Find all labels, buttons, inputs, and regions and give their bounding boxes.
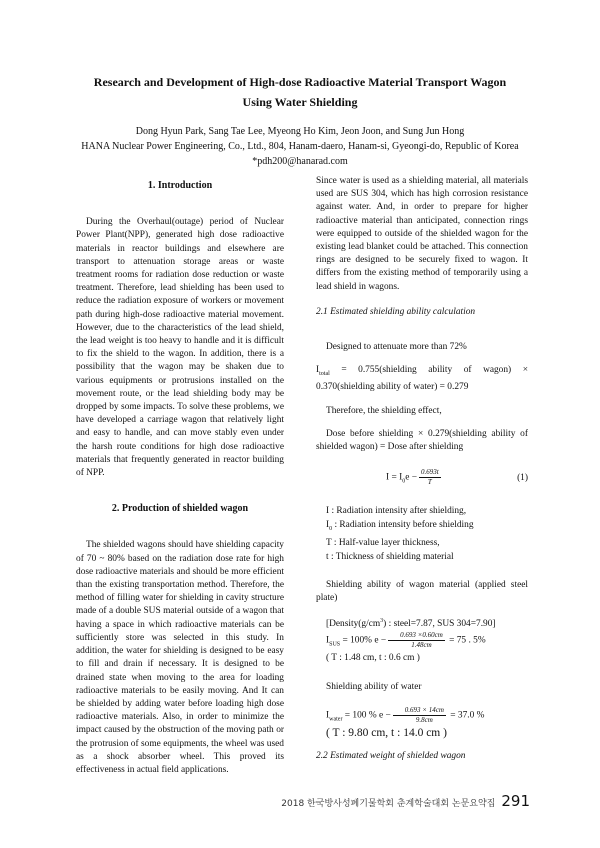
section-2-heading: 2. Production of shielded wagon (111, 503, 249, 515)
eq1-exp: e − (405, 472, 418, 483)
def-i0-text: : Radiation intensity before shielding (332, 520, 474, 531)
density-line (316, 615, 528, 631)
eq1-left: I = I (386, 472, 403, 483)
email: *pdh200@hanarad.com (252, 156, 348, 167)
def-i: I : Radiation intensity after shielding, (326, 505, 467, 516)
def-t: t : Thickness of shielding material (326, 552, 454, 563)
equation-1 (316, 468, 528, 489)
left-column (76, 175, 284, 777)
right-paragraph-1: Since water is used as a shielding material, all materials used are SUS 304, which has high corrosion resistance against water. And, in order to prepare for higher radioactive material than anticipated, connection rings were equipped to outside of the shielded wagon for the existing lead blanket could be attached. This connection rings are designed to be securely fixed to wagon. It differs from the existing method of temporarily using a lead shield in wagons. (316, 176, 528, 292)
authors: Dong Hyun Park, Sang Tae Lee, Myeong Ho Kim, Jeon Joon, and Sung Jun Hong (135, 126, 465, 137)
iwater-numerator: 0.693 × 14cm (393, 706, 446, 716)
eq1-denominator: T (427, 478, 432, 487)
isus-numerator: 0.693 ×0.60cm (388, 631, 445, 641)
itotal-equation (316, 364, 528, 394)
dose-text: Dose before shielding × 0.279(shielding ability of shielded wagon) = Dose after shielding (316, 428, 528, 452)
isus-result: = 75 . 5% (446, 635, 486, 646)
iwater-fraction (393, 706, 446, 725)
density-text-b: ) : steel=7.87, SUS 304=7.90] (383, 619, 496, 630)
page-footer (281, 792, 530, 810)
iwater-equation (316, 706, 528, 727)
therefore-text: Therefore, the shielding effect, (326, 405, 442, 416)
author-block (40, 124, 560, 169)
sus-calculation (316, 615, 528, 665)
eq1-subscript: 0 (402, 478, 406, 485)
itotal-symbol: I (316, 365, 320, 376)
def-i0-subscript: 0 (329, 525, 333, 532)
def-i0 (316, 519, 528, 536)
eq1-numerator: 0.693t (421, 468, 439, 477)
itotal-subscript: total (319, 371, 330, 378)
title-line-2: Using Water Shielding (242, 95, 358, 109)
section-1-body: During the Overhaul(outage) period of Nuclear Power Plant(NPP), generated high dose radioactive materials in reactor buildings and elsewhere are transport to attenuation storage areas or waste treatment rooms for radiation dose reduction or waste treatment. Therefore, lead shielding has been used to reduce the radiation exposure of workers or movement path during high-dose radioactive material movement. However, due to the characteristics of the lead shield, the lead weight is too heavy to handle and it is difficult to fix the shield to the wagon. In addition, there is a possibility that the wagon may be shaken due to various equipments or protrusions installed on the movement route, or the lead shielding body may be dropped by some impacts. To solve these problems, we have developed a carriage wagon that relatively light and easy to handle, and can move stably even under the harsh route conditions for high dose radioactive materials that frequently generated in reactor building of NPP. (76, 217, 284, 479)
title-line-1: Research and Development of High-dose Radioactive Material Transport Wagon (93, 75, 507, 89)
wagon-material-heading: Shielding ability of wagon material (applied steel plate) (316, 579, 528, 603)
equation-1-number: (1) (517, 472, 528, 483)
paper-title (60, 72, 540, 112)
section-2-body: The shielded wagons should have shielding capacity of 70 ~ 80% based on the radiation dose rate for high dose radioactive materials and should be more efficient than the existing transportation method. Therefore, the method of filling water for shielding in cavity structure made of a double SUS material outside of a wagon that having a space in which radioactive materials can be sufficiently store was selected in this study. In addition, the water for shielding is designed to be easy to fill and drain if necessary. It is designed to be drained state when moving to the area for loading radioactive materials to be easily moving. And It can be shielded by adding water before loading high dose radioactive materials. Also, in order to minimize the impact caused by the obstruction of the moving path or the protrusion of some equipments, the wheel was used as a shock absorber wheel. This proved its effectiveness in actual field applications. (76, 540, 284, 775)
iwater-subscript: water (329, 716, 343, 723)
affiliation: HANA Nuclear Power Engineering, Co., Ltd., 804, Hanam-daero, Hanam-si, Gyeongi-do, Republic of Korea (81, 141, 519, 152)
isus-denominator: 1.48cm (411, 641, 432, 650)
equation-1-expression (386, 468, 443, 489)
isus-equation (316, 631, 528, 652)
eq1-fraction (419, 468, 441, 487)
iwater-result: = 37.0 % (447, 711, 485, 722)
density-superscript: 3 (380, 617, 384, 624)
subsection-2-1-heading: 2.1 Estimated shielding ability calculation (316, 306, 476, 317)
iwater-symbol: I (326, 711, 330, 722)
subsection-2-2-heading: 2.2 Estimated weight of shielded wagon (316, 751, 466, 762)
itotal-expression: = 0.755(shielding ability of wagon) × 0.370(shielding ability of water) = 0.279 (316, 365, 528, 393)
footer-text: 2018 한국방사성폐기물학회 춘계학술대회 논문요약집 (281, 799, 496, 809)
water-calculation (316, 706, 528, 740)
def-i0-symbol: I (326, 520, 330, 531)
designed-text: Designed to attenuate more than 72% (326, 342, 467, 353)
iwater-expression-a: = 100 % e − (342, 711, 391, 722)
def-t-cap: T : Half-value layer thickness, (326, 538, 440, 549)
isus-expression-a: = 100% e − (340, 635, 387, 646)
variable-definitions (316, 505, 528, 565)
iwater-denominator: 9.8cm (415, 716, 433, 725)
water-heading: Shielding ability of water (326, 682, 422, 693)
section-1-heading: 1. Introduction (147, 180, 213, 191)
isus-subscript: SUS (329, 641, 341, 648)
iwater-params: ( T : 9.80 cm, t : 14.0 cm ) (326, 727, 447, 740)
page-number: 291 (501, 792, 530, 810)
isus-symbol: I (326, 635, 330, 646)
right-column (316, 175, 528, 786)
isus-fraction (388, 631, 445, 650)
density-text-a: [Density(g/cm (326, 619, 381, 630)
isus-params: ( T : 1.48 cm, t : 0.6 cm ) (326, 653, 420, 664)
